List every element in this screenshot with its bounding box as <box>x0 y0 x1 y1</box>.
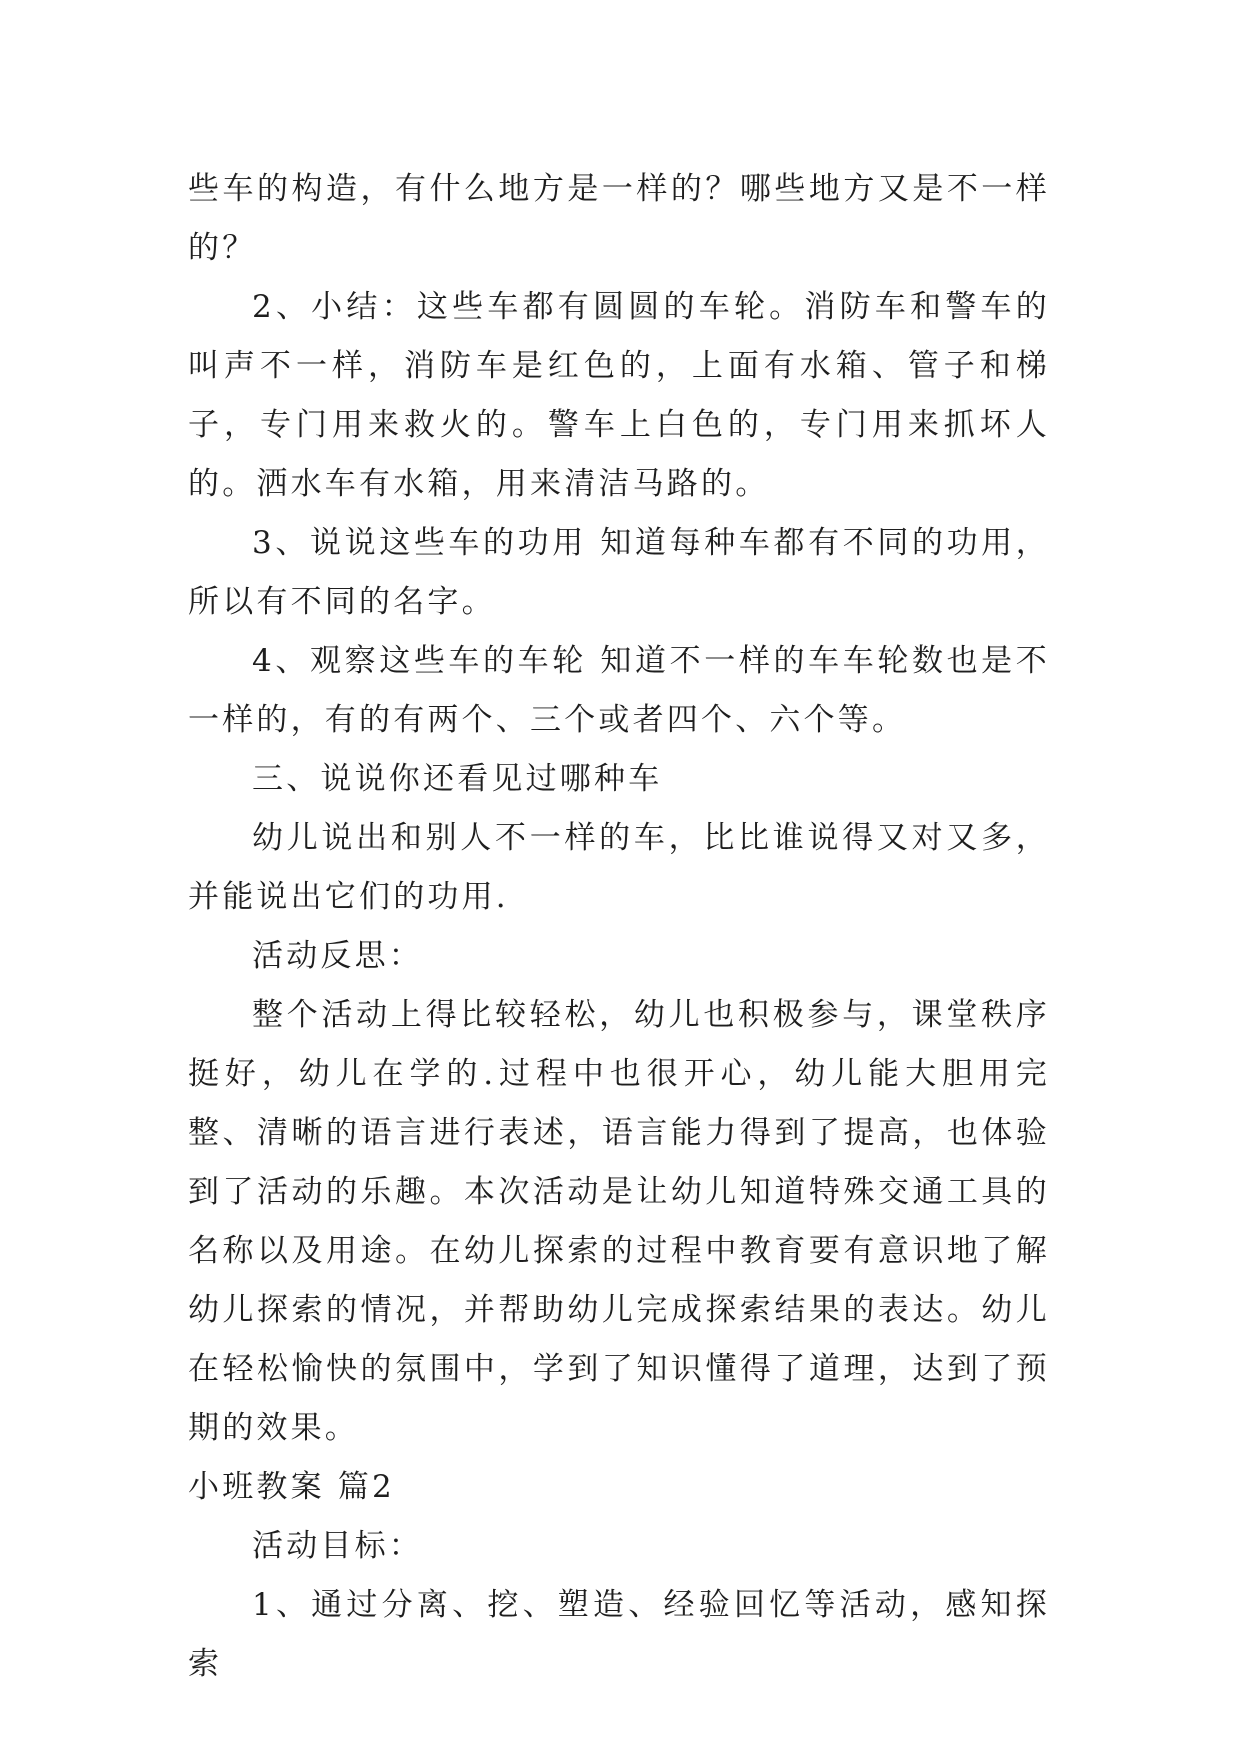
paragraph-step-3: 3、说说这些车的功用 知道每种车都有不同的功用，所以有不同的名字。 <box>188 525 1050 620</box>
paragraph-goal-1: 1、通过分离、挖、塑造、经验回忆等活动，感知探索 <box>188 1587 1050 1682</box>
paragraph-children-speak: 幼儿说出和别人不一样的车，比比谁说得又对又多，并能说出它们的功用. <box>188 820 1050 915</box>
paragraph-summary: 2、小结：这些车都有圆圆的车轮。消防车和警车的叫声不一样，消防车是红色的，上面有水箱、管子和梯子，专门用来救火的。警车上白色的，专门用来抓坏人的。洒水车有水箱，用来清洁马路的。 <box>188 289 1050 502</box>
paragraph-reflection: 整个活动上得比较轻松，幼儿也积极参与，课堂秩序挺好，幼儿在学的.过程中也很开心，幼儿能大胆用完整、清晰的语言进行表述，语言能力得到了提高，也体验到了活动的乐趣。本次活动是让幼儿知道特殊交通工具的名称以及用途。在幼儿探索的过程中教育要有意识地了解幼儿探索的情况，并帮助幼儿完成探索结果的表达。幼儿在轻松愉快的氛围中，学到了知识懂得了道理，达到了预期的效果。 <box>188 997 1050 1446</box>
paragraph-step-4: 4、观察这些车的车轮 知道不一样的车车轮数也是不一样的，有的有两个、三个或者四个、六个等。 <box>188 643 1050 738</box>
document-body <box>188 160 1050 1694</box>
paragraph-continuation: 些车的构造，有什么地方是一样的？哪些地方又是不一样的？ <box>188 171 1050 266</box>
heading-goals: 活动目标： <box>252 1528 423 1564</box>
section-heading-3: 三、说说你还看见过哪种车 <box>252 761 663 797</box>
heading-reflection: 活动反思： <box>252 938 423 974</box>
lesson-title: 小班教案 篇2 <box>188 1469 395 1505</box>
